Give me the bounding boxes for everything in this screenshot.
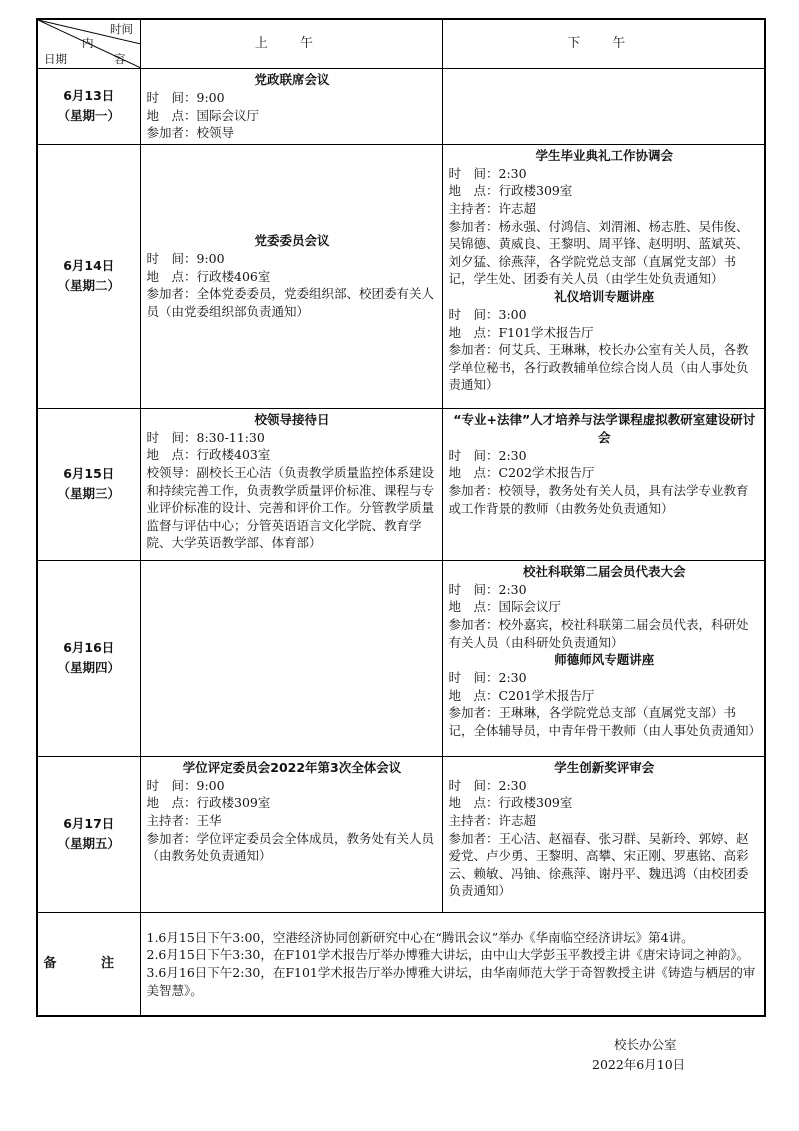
note-item: 2.6月15日下午3:30，在F101学术报告厅举办博雅大讲坛，由中山大学彭玉平教授主讲《唐宋诗词之神韵》。 <box>146 947 750 963</box>
event-title: 学生创新奖评审会 <box>554 759 655 775</box>
event-title: 党委委员会议 <box>254 233 330 249</box>
event <box>449 147 761 288</box>
event-detail: 时 间：9:00 <box>146 90 225 105</box>
event-title: 学位评定委员会2022年第3次全体会议 <box>182 759 402 775</box>
event-detail: 时 间：3:00 <box>448 306 527 322</box>
afternoon-header: 下 午 <box>442 19 765 69</box>
event-detail: 地 点：C202学术报告厅 <box>448 465 595 481</box>
weekday-label: （星期三） <box>57 486 120 502</box>
date-cell <box>37 756 140 912</box>
event-title: 党政联席会议 <box>254 72 330 87</box>
afternoon-cell <box>442 560 765 756</box>
day-row <box>37 69 765 145</box>
morning-cell <box>140 560 442 756</box>
corner-cell <box>37 19 140 69</box>
event-detail: 地 点：行政楼406室 <box>146 268 271 284</box>
footer-office: 校长办公室 <box>614 1037 677 1052</box>
event-detail: 主持者：许志超 <box>448 200 537 216</box>
weekday-label: （星期二） <box>57 278 120 294</box>
event-title: 校社科联第二届会员代表大会 <box>522 563 686 579</box>
event-detail: 时 间：2:30 <box>448 670 527 686</box>
event-detail: 参加者：王心洁、赵福春、张习群、吴新玲、郭婷、赵爱党、卢少勇、王黎明、高攀、宋正刚、罗惠铭、高彩云、赖敏、冯铀、徐燕萍、谢丹平、魏迅鸿（由校团委负责通知） <box>448 830 749 899</box>
event-detail: 时 间：9:00 <box>146 251 225 267</box>
event-title: “专业+法律”人才培养与法学课程虚拟教研室建设研讨会 <box>453 411 756 445</box>
date-cell <box>37 408 140 560</box>
afternoon-cell <box>442 144 765 408</box>
corner-content-label-2: 容 <box>114 52 126 66</box>
event-detail: 参加者：学位评定委员会全体成员，教务处有关人员（由教务处负责通知） <box>146 830 435 864</box>
date-label: 6月15日 <box>63 466 115 482</box>
event-detail: 地 点：国际会议厅 <box>146 107 260 123</box>
event-detail: 参加者：校领导 <box>146 125 235 141</box>
date-label: 6月13日 <box>63 88 115 104</box>
weekday-label: （星期五） <box>57 836 120 852</box>
event-title: 师德师风专题讲座 <box>554 652 655 668</box>
event <box>147 411 438 552</box>
notes-content <box>140 912 765 1016</box>
event-detail: 时 间：9:00 <box>146 777 225 793</box>
morning-cell <box>140 756 442 912</box>
date-cell <box>37 69 140 145</box>
header-row <box>37 19 765 69</box>
date-label: 6月14日 <box>63 258 115 274</box>
event-detail: 校领导：副校长王心洁（负责教学质量监控体系建设和持续完善工作，负责教学质量评价标准、课程与专业评价标准的设计、完善和评价工作。分管教学质量监督与评估中心；分管英语语言文化学院、教育学院、大学英语教学部、体育部） <box>146 464 435 551</box>
afternoon-cell <box>442 756 765 912</box>
event-detail: 地 点：F101学术报告厅 <box>448 324 594 340</box>
event-detail: 参加者：全体党委委员，党委组织部、校团委有关人员（由党委组织部负责通知） <box>146 286 435 319</box>
event <box>449 651 761 739</box>
weekday-label: （星期一） <box>57 108 120 124</box>
event-detail: 主持者：许志超 <box>448 812 537 828</box>
event-detail: 参加者：何艾兵、王琳琳，校长办公室有关人员，各教学单位秘书，各行政教辅单位综合岗人员（由人事处负责通知） <box>448 342 749 393</box>
day-row <box>37 560 765 756</box>
notes-label: 备 注 <box>37 912 140 1016</box>
event-detail: 时 间：2:30 <box>448 777 527 793</box>
event-detail: 地 点：行政楼309室 <box>448 183 573 199</box>
note-item: 3.6月16日下午2:30，在F101学术报告厅举办博雅大讲坛，由华南师范大学于奇智教授主讲《铸造与栖居的审美智慧》。 <box>146 965 756 998</box>
event-title: 学生毕业典礼工作协调会 <box>535 147 673 163</box>
event <box>449 411 761 517</box>
event-detail: 主持者：王华 <box>146 812 222 828</box>
event <box>449 759 761 900</box>
corner-content-label-1: 内 <box>82 36 94 50</box>
event-detail: 时 间：2:30 <box>448 581 527 597</box>
event-detail: 时 间：8:30-11:30 <box>146 429 265 445</box>
event-detail: 参加者：校领导，教务处有关人员，具有法学专业教育或工作背景的教师（由教务处负责通知） <box>448 482 749 516</box>
schedule-table <box>36 18 766 1017</box>
weekday-label: （星期四） <box>57 660 120 676</box>
event-title: 礼仪培训专题讲座 <box>554 288 655 304</box>
morning-cell <box>140 408 442 560</box>
afternoon-cell <box>442 69 765 145</box>
event-detail: 地 点：行政楼309室 <box>146 795 271 811</box>
day-row <box>37 408 765 560</box>
day-row <box>37 756 765 912</box>
event-detail: 参加者：校外嘉宾，校社科联第二届会员代表，科研处有关人员（由科研处负责通知） <box>448 616 749 650</box>
morning-cell <box>140 144 442 408</box>
event-detail: 参加者：杨永强、付鸿信、刘渭湘、杨志胜、吴伟俊、吴锦德、黄威良、王黎明、周平锋、赵明明、蓝斌英、刘夕猛、徐燕萍，各学院党总支部（直属党支部）书记，学生处、团委有关人员（由学生处负责通知） <box>448 218 749 287</box>
event-detail: 时 间：2:30 <box>448 447 527 463</box>
day-row <box>37 144 765 408</box>
date-label: 6月17日 <box>63 816 115 832</box>
event-detail: 地 点：C201学术报告厅 <box>448 687 595 703</box>
event-detail: 地 点：国际会议厅 <box>448 599 562 615</box>
morning-cell <box>140 69 442 145</box>
date-label: 6月16日 <box>63 640 115 656</box>
event <box>147 759 438 865</box>
corner-time-label: 时间 <box>110 22 133 36</box>
event <box>449 563 761 651</box>
footer-date: 2022年6月10日 <box>592 1057 686 1072</box>
event <box>147 232 438 320</box>
morning-header: 上 午 <box>140 19 442 69</box>
event-detail: 地 点：行政楼309室 <box>448 795 573 811</box>
note-item: 1.6月15日下午3:00，空港经济协同创新研究中心在“腾讯会议”举办《华南临空经济讲坛》第4讲。 <box>146 929 694 945</box>
notes-row <box>37 912 765 1016</box>
event-detail: 时 间：2:30 <box>448 165 527 181</box>
event-detail: 地 点：行政楼403室 <box>146 447 271 463</box>
event-title: 校领导接待日 <box>254 411 330 427</box>
event <box>449 288 761 394</box>
date-cell <box>37 144 140 408</box>
event-detail: 参加者：王琳琳，各学院党总支部（直属党支部）书记，全体辅导员，中青年骨干教师（由人事处负责通知） <box>448 705 762 738</box>
event <box>147 71 438 142</box>
afternoon-cell <box>442 408 765 560</box>
date-cell <box>37 560 140 756</box>
corner-date-label: 日期 <box>44 52 67 66</box>
